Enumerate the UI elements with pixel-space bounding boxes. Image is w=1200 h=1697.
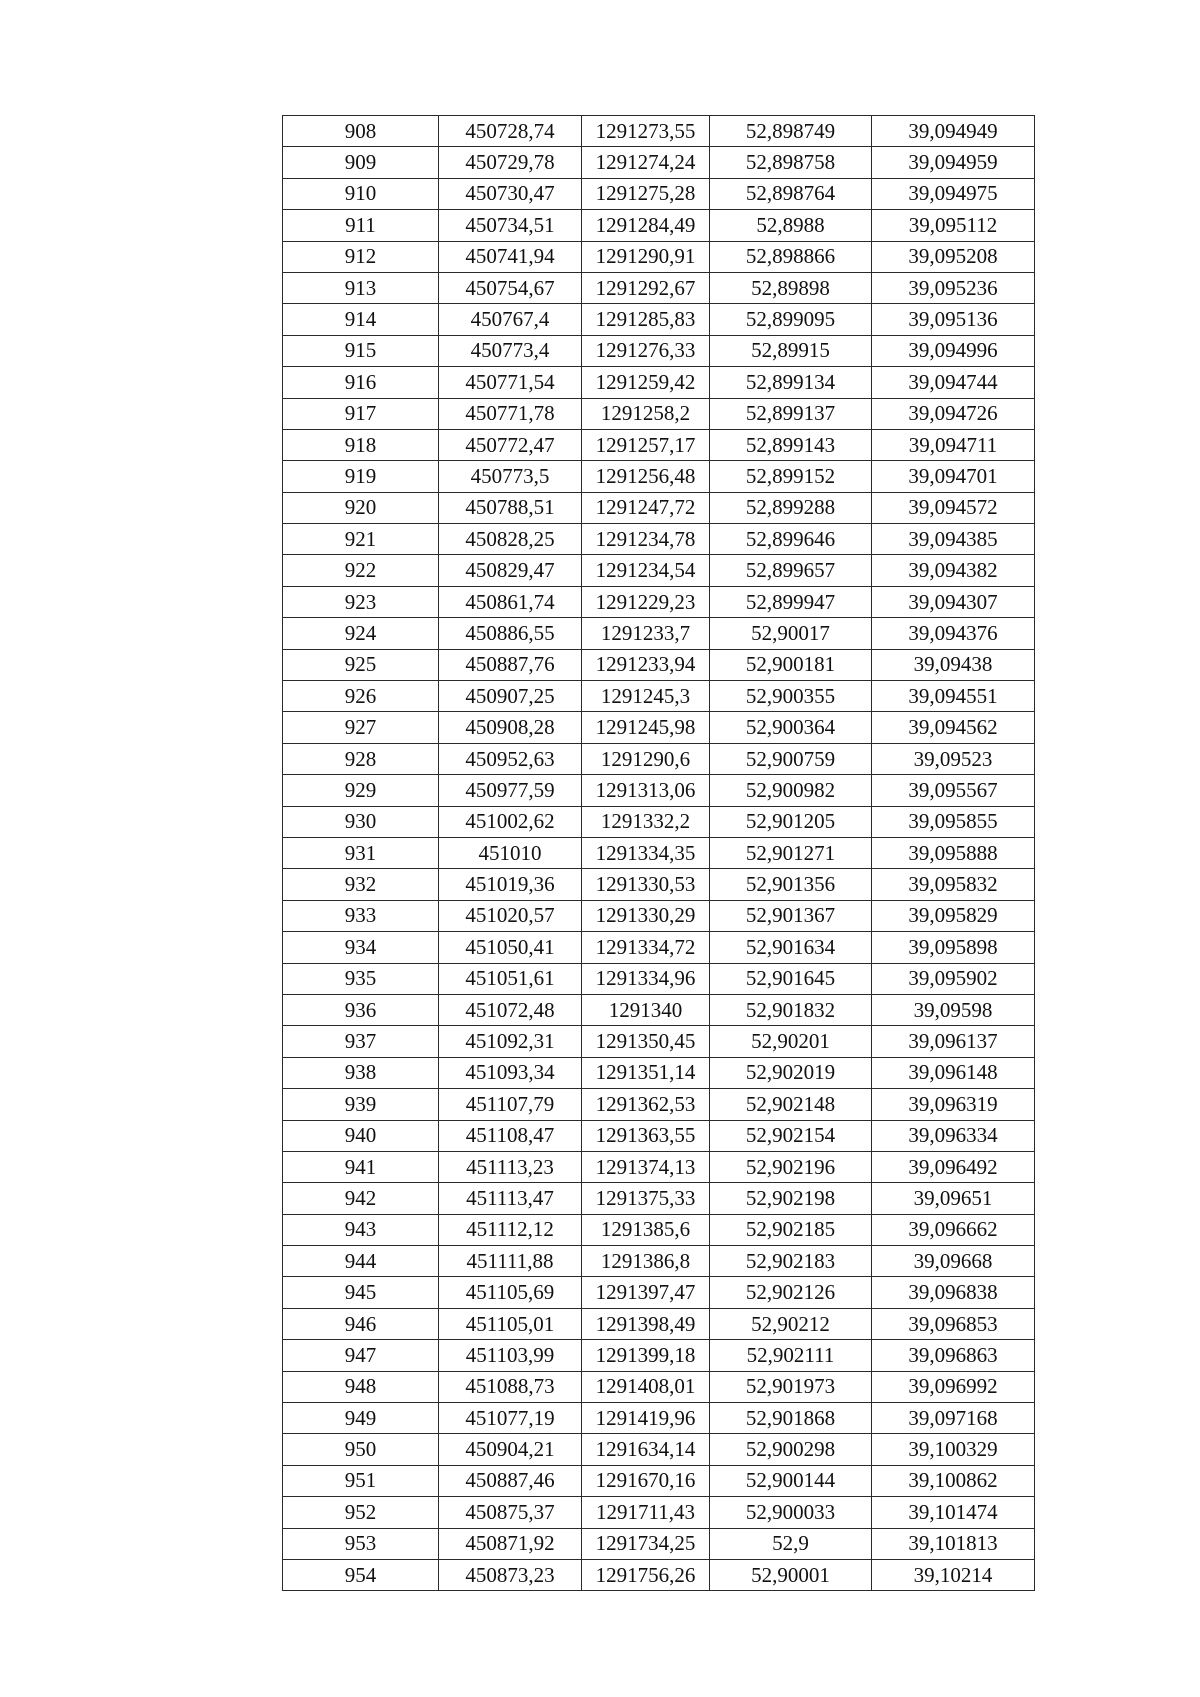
latitude-cell: 52,899143 — [710, 429, 872, 460]
table-row — [283, 1089, 1035, 1120]
x-coordinate-cell: 450728,74 — [439, 116, 582, 147]
point-number-cell: 941 — [283, 1151, 439, 1182]
x-coordinate-cell: 451077,19 — [439, 1403, 582, 1434]
longitude-cell: 39,096492 — [872, 1151, 1035, 1182]
latitude-cell: 52,898749 — [710, 116, 872, 147]
x-coordinate-cell: 450875,37 — [439, 1497, 582, 1528]
y-coordinate-cell: 1291247,72 — [582, 492, 710, 523]
longitude-cell: 39,097168 — [872, 1403, 1035, 1434]
x-coordinate-cell: 450887,46 — [439, 1465, 582, 1496]
point-number-cell: 946 — [283, 1308, 439, 1339]
point-number-cell: 932 — [283, 869, 439, 900]
x-coordinate-cell: 451111,88 — [439, 1246, 582, 1277]
x-coordinate-cell: 450977,59 — [439, 775, 582, 806]
longitude-cell: 39,095136 — [872, 304, 1035, 335]
x-coordinate-cell: 450734,51 — [439, 210, 582, 241]
longitude-cell: 39,095898 — [872, 932, 1035, 963]
y-coordinate-cell: 1291290,6 — [582, 743, 710, 774]
x-coordinate-cell: 451050,41 — [439, 932, 582, 963]
longitude-cell: 39,094949 — [872, 116, 1035, 147]
latitude-cell: 52,900033 — [710, 1497, 872, 1528]
y-coordinate-cell: 1291234,78 — [582, 524, 710, 555]
table-row — [283, 743, 1035, 774]
y-coordinate-cell: 1291670,16 — [582, 1465, 710, 1496]
y-coordinate-cell: 1291290,91 — [582, 241, 710, 272]
y-coordinate-cell: 1291332,2 — [582, 806, 710, 837]
x-coordinate-cell: 451051,61 — [439, 963, 582, 994]
x-coordinate-cell: 451107,79 — [439, 1089, 582, 1120]
x-coordinate-cell: 451088,73 — [439, 1371, 582, 1402]
table-row — [283, 1214, 1035, 1245]
y-coordinate-cell: 1291350,45 — [582, 1026, 710, 1057]
longitude-cell: 39,096662 — [872, 1214, 1035, 1245]
point-number-cell: 943 — [283, 1214, 439, 1245]
latitude-cell: 52,89915 — [710, 335, 872, 366]
table-row — [283, 555, 1035, 586]
table-row — [283, 1120, 1035, 1151]
x-coordinate-cell: 450730,47 — [439, 178, 582, 209]
point-number-cell: 913 — [283, 272, 439, 303]
table-row — [283, 837, 1035, 868]
longitude-cell: 39,09651 — [872, 1183, 1035, 1214]
table-row — [283, 1371, 1035, 1402]
y-coordinate-cell: 1291756,26 — [582, 1559, 710, 1590]
x-coordinate-cell: 450772,47 — [439, 429, 582, 460]
point-number-cell: 944 — [283, 1246, 439, 1277]
table-row — [283, 524, 1035, 555]
latitude-cell: 52,8988 — [710, 210, 872, 241]
x-coordinate-cell: 450908,28 — [439, 712, 582, 743]
point-number-cell: 918 — [283, 429, 439, 460]
x-coordinate-cell: 450873,23 — [439, 1559, 582, 1590]
x-coordinate-cell: 451072,48 — [439, 994, 582, 1025]
y-coordinate-cell: 1291734,25 — [582, 1528, 710, 1559]
point-number-cell: 909 — [283, 147, 439, 178]
point-number-cell: 911 — [283, 210, 439, 241]
point-number-cell: 948 — [283, 1371, 439, 1402]
latitude-cell: 52,898758 — [710, 147, 872, 178]
table-row — [283, 649, 1035, 680]
y-coordinate-cell: 1291375,33 — [582, 1183, 710, 1214]
point-number-cell: 910 — [283, 178, 439, 209]
x-coordinate-cell: 450767,4 — [439, 304, 582, 335]
y-coordinate-cell: 1291351,14 — [582, 1057, 710, 1088]
longitude-cell: 39,094385 — [872, 524, 1035, 555]
point-number-cell: 949 — [283, 1403, 439, 1434]
point-number-cell: 937 — [283, 1026, 439, 1057]
latitude-cell: 52,898764 — [710, 178, 872, 209]
point-number-cell: 923 — [283, 586, 439, 617]
y-coordinate-cell: 1291284,49 — [582, 210, 710, 241]
y-coordinate-cell: 1291334,72 — [582, 932, 710, 963]
x-coordinate-cell: 450886,55 — [439, 618, 582, 649]
y-coordinate-cell: 1291273,55 — [582, 116, 710, 147]
x-coordinate-cell: 451112,12 — [439, 1214, 582, 1245]
x-coordinate-cell: 451010 — [439, 837, 582, 868]
latitude-cell: 52,901367 — [710, 900, 872, 931]
y-coordinate-cell: 1291363,55 — [582, 1120, 710, 1151]
longitude-cell: 39,10214 — [872, 1559, 1035, 1590]
point-number-cell: 933 — [283, 900, 439, 931]
y-coordinate-cell: 1291711,43 — [582, 1497, 710, 1528]
table-row — [283, 1528, 1035, 1559]
table-row — [283, 272, 1035, 303]
table-row — [283, 618, 1035, 649]
y-coordinate-cell: 1291229,23 — [582, 586, 710, 617]
latitude-cell: 52,900181 — [710, 649, 872, 680]
coordinates-table-body — [283, 116, 1035, 1591]
latitude-cell: 52,902019 — [710, 1057, 872, 1088]
x-coordinate-cell: 450829,47 — [439, 555, 582, 586]
x-coordinate-cell: 451105,69 — [439, 1277, 582, 1308]
latitude-cell: 52,899288 — [710, 492, 872, 523]
point-number-cell: 939 — [283, 1089, 439, 1120]
y-coordinate-cell: 1291233,94 — [582, 649, 710, 680]
longitude-cell: 39,09523 — [872, 743, 1035, 774]
latitude-cell: 52,902111 — [710, 1340, 872, 1371]
longitude-cell: 39,094959 — [872, 147, 1035, 178]
point-number-cell: 916 — [283, 367, 439, 398]
table-row — [283, 241, 1035, 272]
point-number-cell: 951 — [283, 1465, 439, 1496]
x-coordinate-cell: 450729,78 — [439, 147, 582, 178]
x-coordinate-cell: 451093,34 — [439, 1057, 582, 1088]
latitude-cell: 52,902126 — [710, 1277, 872, 1308]
x-coordinate-cell: 450771,78 — [439, 398, 582, 429]
table-row — [283, 869, 1035, 900]
longitude-cell: 39,094975 — [872, 178, 1035, 209]
x-coordinate-cell: 450788,51 — [439, 492, 582, 523]
y-coordinate-cell: 1291634,14 — [582, 1434, 710, 1465]
x-coordinate-cell: 451019,36 — [439, 869, 582, 900]
x-coordinate-cell: 451113,23 — [439, 1151, 582, 1182]
longitude-cell: 39,095236 — [872, 272, 1035, 303]
y-coordinate-cell: 1291419,96 — [582, 1403, 710, 1434]
y-coordinate-cell: 1291397,47 — [582, 1277, 710, 1308]
coordinates-table — [282, 115, 1035, 1591]
latitude-cell: 52,902198 — [710, 1183, 872, 1214]
point-number-cell: 924 — [283, 618, 439, 649]
table-row — [283, 806, 1035, 837]
latitude-cell: 52,901832 — [710, 994, 872, 1025]
table-row — [283, 712, 1035, 743]
longitude-cell: 39,094551 — [872, 681, 1035, 712]
table-row — [283, 681, 1035, 712]
point-number-cell: 920 — [283, 492, 439, 523]
longitude-cell: 39,095855 — [872, 806, 1035, 837]
point-number-cell: 934 — [283, 932, 439, 963]
x-coordinate-cell: 450773,5 — [439, 461, 582, 492]
longitude-cell: 39,096838 — [872, 1277, 1035, 1308]
latitude-cell: 52,899152 — [710, 461, 872, 492]
table-row — [283, 1308, 1035, 1339]
longitude-cell: 39,09598 — [872, 994, 1035, 1025]
table-row — [283, 1026, 1035, 1057]
longitude-cell: 39,094382 — [872, 555, 1035, 586]
y-coordinate-cell: 1291275,28 — [582, 178, 710, 209]
latitude-cell: 52,900144 — [710, 1465, 872, 1496]
point-number-cell: 915 — [283, 335, 439, 366]
longitude-cell: 39,095832 — [872, 869, 1035, 900]
latitude-cell: 52,900982 — [710, 775, 872, 806]
x-coordinate-cell: 450861,74 — [439, 586, 582, 617]
x-coordinate-cell: 451105,01 — [439, 1308, 582, 1339]
longitude-cell: 39,095208 — [872, 241, 1035, 272]
latitude-cell: 52,902196 — [710, 1151, 872, 1182]
longitude-cell: 39,095112 — [872, 210, 1035, 241]
x-coordinate-cell: 451002,62 — [439, 806, 582, 837]
latitude-cell: 52,90001 — [710, 1559, 872, 1590]
y-coordinate-cell: 1291330,53 — [582, 869, 710, 900]
latitude-cell: 52,902185 — [710, 1214, 872, 1245]
point-number-cell: 928 — [283, 743, 439, 774]
point-number-cell: 953 — [283, 1528, 439, 1559]
table-row — [283, 1183, 1035, 1214]
y-coordinate-cell: 1291276,33 — [582, 335, 710, 366]
y-coordinate-cell: 1291334,96 — [582, 963, 710, 994]
table-row — [283, 963, 1035, 994]
latitude-cell: 52,901271 — [710, 837, 872, 868]
longitude-cell: 39,094572 — [872, 492, 1035, 523]
x-coordinate-cell: 451103,99 — [439, 1340, 582, 1371]
longitude-cell: 39,096319 — [872, 1089, 1035, 1120]
y-coordinate-cell: 1291408,01 — [582, 1371, 710, 1402]
point-number-cell: 919 — [283, 461, 439, 492]
point-number-cell: 912 — [283, 241, 439, 272]
point-number-cell: 952 — [283, 1497, 439, 1528]
latitude-cell: 52,900759 — [710, 743, 872, 774]
table-row — [283, 932, 1035, 963]
table-row — [283, 1403, 1035, 1434]
point-number-cell: 950 — [283, 1434, 439, 1465]
latitude-cell: 52,899095 — [710, 304, 872, 335]
y-coordinate-cell: 1291234,54 — [582, 555, 710, 586]
longitude-cell: 39,100862 — [872, 1465, 1035, 1496]
y-coordinate-cell: 1291340 — [582, 994, 710, 1025]
y-coordinate-cell: 1291245,3 — [582, 681, 710, 712]
x-coordinate-cell: 450741,94 — [439, 241, 582, 272]
point-number-cell: 921 — [283, 524, 439, 555]
longitude-cell: 39,096853 — [872, 1308, 1035, 1339]
y-coordinate-cell: 1291285,83 — [582, 304, 710, 335]
x-coordinate-cell: 450771,54 — [439, 367, 582, 398]
latitude-cell: 52,902148 — [710, 1089, 872, 1120]
longitude-cell: 39,095902 — [872, 963, 1035, 994]
point-number-cell: 936 — [283, 994, 439, 1025]
latitude-cell: 52,90212 — [710, 1308, 872, 1339]
x-coordinate-cell: 450828,25 — [439, 524, 582, 555]
point-number-cell: 914 — [283, 304, 439, 335]
y-coordinate-cell: 1291374,13 — [582, 1151, 710, 1182]
y-coordinate-cell: 1291274,24 — [582, 147, 710, 178]
table-row — [283, 210, 1035, 241]
longitude-cell: 39,096334 — [872, 1120, 1035, 1151]
x-coordinate-cell: 450952,63 — [439, 743, 582, 774]
latitude-cell: 52,901205 — [710, 806, 872, 837]
y-coordinate-cell: 1291398,49 — [582, 1308, 710, 1339]
point-number-cell: 954 — [283, 1559, 439, 1590]
latitude-cell: 52,901868 — [710, 1403, 872, 1434]
table-row — [283, 335, 1035, 366]
longitude-cell: 39,094307 — [872, 586, 1035, 617]
latitude-cell: 52,899947 — [710, 586, 872, 617]
point-number-cell: 942 — [283, 1183, 439, 1214]
latitude-cell: 52,90017 — [710, 618, 872, 649]
x-coordinate-cell: 450904,21 — [439, 1434, 582, 1465]
point-number-cell: 940 — [283, 1120, 439, 1151]
y-coordinate-cell: 1291385,6 — [582, 1214, 710, 1245]
y-coordinate-cell: 1291292,67 — [582, 272, 710, 303]
longitude-cell: 39,101474 — [872, 1497, 1035, 1528]
y-coordinate-cell: 1291386,8 — [582, 1246, 710, 1277]
y-coordinate-cell: 1291259,42 — [582, 367, 710, 398]
y-coordinate-cell: 1291258,2 — [582, 398, 710, 429]
longitude-cell: 39,094376 — [872, 618, 1035, 649]
latitude-cell: 52,89898 — [710, 272, 872, 303]
latitude-cell: 52,901634 — [710, 932, 872, 963]
point-number-cell: 931 — [283, 837, 439, 868]
point-number-cell: 929 — [283, 775, 439, 806]
longitude-cell: 39,096992 — [872, 1371, 1035, 1402]
x-coordinate-cell: 450773,4 — [439, 335, 582, 366]
y-coordinate-cell: 1291313,06 — [582, 775, 710, 806]
y-coordinate-cell: 1291334,35 — [582, 837, 710, 868]
point-number-cell: 930 — [283, 806, 439, 837]
x-coordinate-cell: 450754,67 — [439, 272, 582, 303]
point-number-cell: 926 — [283, 681, 439, 712]
table-row — [283, 147, 1035, 178]
table-row — [283, 1465, 1035, 1496]
longitude-cell: 39,094562 — [872, 712, 1035, 743]
table-row — [283, 775, 1035, 806]
longitude-cell: 39,09438 — [872, 649, 1035, 680]
point-number-cell: 917 — [283, 398, 439, 429]
table-row — [283, 1497, 1035, 1528]
table-row — [283, 1340, 1035, 1371]
y-coordinate-cell: 1291257,17 — [582, 429, 710, 460]
longitude-cell: 39,094726 — [872, 398, 1035, 429]
table-row — [283, 1434, 1035, 1465]
longitude-cell: 39,096148 — [872, 1057, 1035, 1088]
latitude-cell: 52,900364 — [710, 712, 872, 743]
latitude-cell: 52,901356 — [710, 869, 872, 900]
x-coordinate-cell: 451113,47 — [439, 1183, 582, 1214]
latitude-cell: 52,900298 — [710, 1434, 872, 1465]
y-coordinate-cell: 1291362,53 — [582, 1089, 710, 1120]
x-coordinate-cell: 450887,76 — [439, 649, 582, 680]
point-number-cell: 935 — [283, 963, 439, 994]
longitude-cell: 39,096137 — [872, 1026, 1035, 1057]
longitude-cell: 39,094711 — [872, 429, 1035, 460]
point-number-cell: 908 — [283, 116, 439, 147]
point-number-cell: 947 — [283, 1340, 439, 1371]
y-coordinate-cell: 1291245,98 — [582, 712, 710, 743]
point-number-cell: 945 — [283, 1277, 439, 1308]
table-row — [283, 367, 1035, 398]
latitude-cell: 52,902154 — [710, 1120, 872, 1151]
table-row — [283, 1151, 1035, 1182]
x-coordinate-cell: 451092,31 — [439, 1026, 582, 1057]
longitude-cell: 39,100329 — [872, 1434, 1035, 1465]
longitude-cell: 39,095829 — [872, 900, 1035, 931]
x-coordinate-cell: 451108,47 — [439, 1120, 582, 1151]
latitude-cell: 52,899134 — [710, 367, 872, 398]
longitude-cell: 39,101813 — [872, 1528, 1035, 1559]
y-coordinate-cell: 1291399,18 — [582, 1340, 710, 1371]
longitude-cell: 39,095888 — [872, 837, 1035, 868]
table-row — [283, 178, 1035, 209]
point-number-cell: 927 — [283, 712, 439, 743]
latitude-cell: 52,898866 — [710, 241, 872, 272]
longitude-cell: 39,095567 — [872, 775, 1035, 806]
latitude-cell: 52,90201 — [710, 1026, 872, 1057]
y-coordinate-cell: 1291330,29 — [582, 900, 710, 931]
table-row — [283, 586, 1035, 617]
y-coordinate-cell: 1291256,48 — [582, 461, 710, 492]
point-number-cell: 938 — [283, 1057, 439, 1088]
longitude-cell: 39,094701 — [872, 461, 1035, 492]
x-coordinate-cell: 450871,92 — [439, 1528, 582, 1559]
y-coordinate-cell: 1291233,7 — [582, 618, 710, 649]
table-row — [283, 304, 1035, 335]
table-row — [283, 994, 1035, 1025]
latitude-cell: 52,899137 — [710, 398, 872, 429]
table-row — [283, 1277, 1035, 1308]
table-row — [283, 461, 1035, 492]
latitude-cell: 52,899657 — [710, 555, 872, 586]
table-row — [283, 398, 1035, 429]
table-row — [283, 1057, 1035, 1088]
table-row — [283, 1559, 1035, 1590]
latitude-cell: 52,9 — [710, 1528, 872, 1559]
longitude-cell: 39,094996 — [872, 335, 1035, 366]
table-row — [283, 1246, 1035, 1277]
longitude-cell: 39,094744 — [872, 367, 1035, 398]
table-row — [283, 116, 1035, 147]
point-number-cell: 925 — [283, 649, 439, 680]
latitude-cell: 52,901645 — [710, 963, 872, 994]
latitude-cell: 52,901973 — [710, 1371, 872, 1402]
x-coordinate-cell: 451020,57 — [439, 900, 582, 931]
longitude-cell: 39,09668 — [872, 1246, 1035, 1277]
x-coordinate-cell: 450907,25 — [439, 681, 582, 712]
table-row — [283, 900, 1035, 931]
latitude-cell: 52,900355 — [710, 681, 872, 712]
longitude-cell: 39,096863 — [872, 1340, 1035, 1371]
table-row — [283, 492, 1035, 523]
table-row — [283, 429, 1035, 460]
latitude-cell: 52,902183 — [710, 1246, 872, 1277]
latitude-cell: 52,899646 — [710, 524, 872, 555]
point-number-cell: 922 — [283, 555, 439, 586]
